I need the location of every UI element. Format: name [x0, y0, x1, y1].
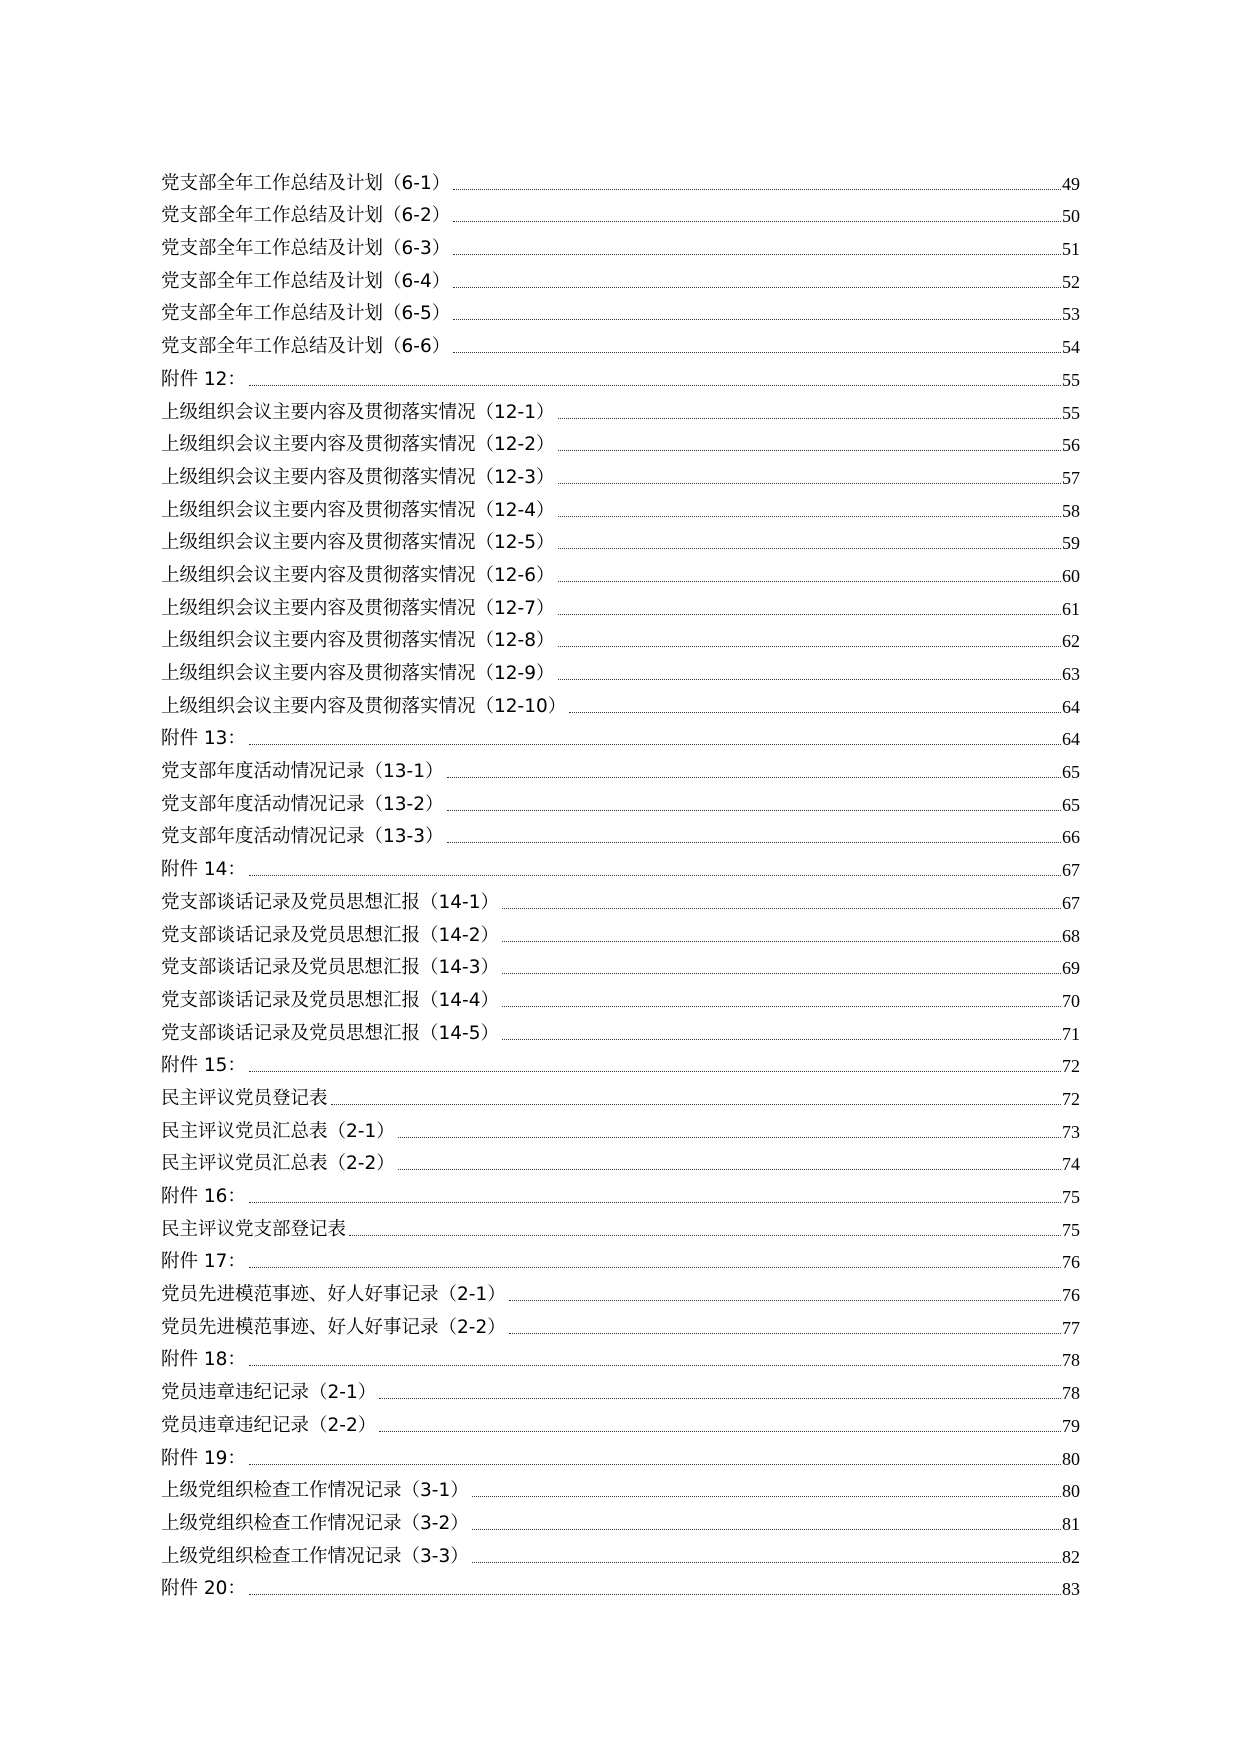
toc-entry[interactable] [161, 1177, 1080, 1210]
dot-leader [509, 1300, 1061, 1301]
toc-entry-title: 上级组织会议主要内容及贯彻落实情况（12-1） [161, 401, 555, 423]
toc-entry[interactable] [161, 1243, 1080, 1276]
dot-leader [472, 1496, 1061, 1497]
dot-leader [249, 1071, 1061, 1072]
toc-entry-page-number: 71 [1062, 1023, 1080, 1044]
toc-entry[interactable] [161, 687, 1080, 720]
toc-entry-page-number: 80 [1062, 1448, 1080, 1469]
dot-leader [249, 385, 1061, 386]
toc-entry-page-number: 54 [1062, 337, 1080, 358]
toc-entry-page-number: 80 [1062, 1481, 1080, 1502]
toc-entry-title: 党支部全年工作总结及计划（6-3） [161, 238, 451, 260]
dot-leader [502, 973, 1061, 974]
toc-entry-title: 上级组织会议主要内容及贯彻落实情况（12-4） [161, 499, 555, 521]
dot-leader [398, 1137, 1061, 1138]
toc-entry-title: 党支部年度活动情况记录（13-1） [161, 761, 444, 783]
dot-leader [453, 254, 1061, 255]
toc-entry-page-number: 61 [1062, 598, 1080, 619]
dot-leader [249, 1594, 1061, 1595]
dot-leader [249, 1202, 1061, 1203]
toc-entry-page-number: 50 [1062, 206, 1080, 227]
dot-leader [558, 679, 1062, 680]
dot-leader [558, 548, 1062, 549]
toc-entry-title: 党支部全年工作总结及计划（6-6） [161, 336, 451, 358]
toc-entry-title: 党员先进模范事迹、好人好事记录（2-2） [161, 1316, 506, 1338]
toc-entry-page-number: 66 [1062, 827, 1080, 848]
dot-leader [249, 875, 1061, 876]
toc-entry-page-number: 59 [1062, 533, 1080, 554]
toc-entry-title: 党支部谈话记录及党员思想汇报（14-5） [161, 1022, 499, 1044]
toc-entry-page-number: 78 [1062, 1383, 1080, 1404]
dot-leader [558, 581, 1062, 582]
toc-entry-title: 附件 16： [161, 1186, 246, 1207]
toc-entry[interactable] [161, 883, 1080, 916]
dot-leader [249, 1267, 1061, 1268]
toc-entry[interactable] [161, 1439, 1080, 1472]
toc-entry-title: 上级党组织检查工作情况记录（3-3） [161, 1545, 469, 1567]
toc-entry-page-number: 63 [1062, 664, 1080, 684]
dot-leader [379, 1431, 1061, 1432]
toc-entry-title: 党支部全年工作总结及计划（6-5） [161, 303, 451, 325]
toc-entry-title: 上级组织会议主要内容及贯彻落实情况（12-5） [161, 532, 555, 554]
toc-entry-title: 党支部年度活动情况记录（13-3） [161, 826, 444, 848]
toc-entry-title: 上级组织会议主要内容及贯彻落实情况（12-7） [161, 597, 555, 619]
toc-entry-title: 附件 19： [161, 1447, 246, 1469]
dot-leader [453, 189, 1061, 190]
toc-entry[interactable] [161, 360, 1080, 393]
toc-entry-title: 党员违章违纪记录（2-1） [161, 1382, 377, 1404]
toc-entry-page-number: 55 [1062, 402, 1080, 423]
toc-entry-title: 上级组织会议主要内容及贯彻落实情况（12-6） [161, 564, 555, 586]
toc-entry-page-number: 75 [1062, 1219, 1080, 1240]
dot-leader [447, 777, 1062, 778]
toc-entry-page-number: 62 [1062, 631, 1080, 652]
dot-leader [453, 352, 1061, 353]
toc-entry[interactable] [161, 1210, 1080, 1243]
dot-leader [472, 1562, 1061, 1563]
toc-entry[interactable] [161, 916, 1080, 949]
dot-leader [502, 941, 1061, 942]
toc-entry[interactable] [161, 1504, 1080, 1537]
toc-entry-page-number: 64 [1062, 729, 1080, 750]
toc-entry[interactable] [161, 197, 1080, 230]
toc-entry[interactable] [161, 1537, 1080, 1570]
toc-entry-page-number: 72 [1062, 1088, 1080, 1109]
toc-entry-title: 附件 18： [161, 1349, 246, 1371]
toc-entry-page-number: 76 [1062, 1285, 1080, 1306]
toc-entry-page-number: 75 [1062, 1187, 1080, 1207]
dot-leader [558, 646, 1062, 647]
toc-entry-page-number: 51 [1062, 239, 1080, 260]
toc-entry-title: 附件 12： [161, 368, 246, 390]
toc-entry-title: 党支部全年工作总结及计划（6-4） [161, 270, 451, 292]
dot-leader [249, 744, 1061, 745]
toc-entry[interactable] [161, 818, 1080, 851]
toc-entry-page-number: 83 [1062, 1579, 1080, 1600]
dot-leader [558, 418, 1062, 419]
toc-entry[interactable] [161, 785, 1080, 818]
toc-entry-page-number: 77 [1062, 1317, 1080, 1338]
toc-entry-page-number: 82 [1062, 1546, 1080, 1567]
toc-entry[interactable] [161, 1275, 1080, 1308]
toc-entry[interactable] [161, 327, 1080, 360]
dot-leader [453, 221, 1061, 222]
toc-entry[interactable] [161, 654, 1080, 687]
toc-entry-page-number: 79 [1062, 1415, 1080, 1436]
dot-leader [502, 1006, 1061, 1007]
toc-entry-page-number: 57 [1062, 467, 1080, 488]
toc-entry-title: 上级组织会议主要内容及贯彻落实情况（12-2） [161, 434, 555, 456]
toc-entry-title: 党支部全年工作总结及计划（6-2） [161, 205, 451, 227]
toc-entry-page-number: 65 [1062, 762, 1080, 783]
toc-entry[interactable] [161, 622, 1080, 655]
toc-entry-page-number: 70 [1062, 990, 1080, 1011]
dot-leader [379, 1398, 1061, 1399]
toc-entry[interactable] [161, 752, 1080, 785]
toc-entry-page-number: 56 [1062, 435, 1080, 456]
toc-entry[interactable] [161, 1112, 1080, 1145]
toc-entry-title: 党支部谈话记录及党员思想汇报（14-1） [161, 891, 499, 913]
toc-entry-title: 党支部全年工作总结及计划（6-1） [161, 172, 451, 194]
dot-leader [249, 1464, 1061, 1465]
toc-entry-page-number: 69 [1062, 958, 1080, 979]
dot-leader [509, 1333, 1061, 1334]
toc-entry-title: 附件 15： [161, 1055, 246, 1077]
dot-leader [447, 810, 1062, 811]
toc-entry-title: 附件 20： [161, 1578, 246, 1600]
dot-leader [447, 842, 1062, 843]
toc-entry-page-number: 68 [1062, 925, 1080, 946]
toc-entry[interactable] [161, 262, 1080, 295]
toc-entry-page-number: 53 [1062, 304, 1080, 325]
dot-leader [558, 516, 1062, 517]
toc-entry[interactable] [161, 295, 1080, 328]
dot-leader [558, 450, 1062, 451]
toc-entry-title: 党支部谈话记录及党员思想汇报（14-4） [161, 989, 499, 1011]
toc-entry-title: 民主评议党员汇总表（2-1） [161, 1120, 395, 1142]
toc-entry-title: 上级组织会议主要内容及贯彻落实情况（12-3） [161, 466, 555, 488]
dot-leader [502, 908, 1061, 909]
toc-entry[interactable] [161, 1472, 1080, 1505]
table-of-contents [161, 164, 1080, 1602]
dot-leader [472, 1529, 1061, 1530]
dot-leader [349, 1235, 1061, 1236]
toc-entry[interactable] [161, 426, 1080, 459]
toc-entry-page-number: 52 [1062, 271, 1080, 292]
toc-entry-title: 附件 14： [161, 859, 246, 881]
dot-leader [331, 1104, 1061, 1105]
toc-entry-page-number: 58 [1062, 500, 1080, 521]
toc-entry[interactable] [161, 1373, 1080, 1406]
toc-entry[interactable] [161, 393, 1080, 426]
toc-entry[interactable] [161, 589, 1080, 622]
dot-leader [558, 614, 1062, 615]
toc-entry-title: 党支部谈话记录及党员思想汇报（14-2） [161, 924, 499, 946]
toc-entry-page-number: 74 [1062, 1154, 1080, 1175]
toc-entry[interactable] [161, 981, 1080, 1014]
dot-leader [249, 1365, 1061, 1366]
toc-entry[interactable] [161, 458, 1080, 491]
toc-entry-page-number: 67 [1062, 860, 1080, 881]
toc-entry[interactable] [161, 491, 1080, 524]
toc-entry-title: 上级党组织检查工作情况记录（3-1） [161, 1480, 469, 1502]
toc-entry[interactable] [161, 949, 1080, 982]
toc-entry[interactable] [161, 720, 1080, 753]
toc-entry[interactable] [161, 1308, 1080, 1341]
toc-entry-page-number: 60 [1062, 565, 1080, 586]
toc-entry-title: 附件 17： [161, 1251, 246, 1273]
toc-entry-title: 党员违章违纪记录（2-2） [161, 1414, 377, 1436]
toc-entry-page-number: 76 [1062, 1252, 1080, 1273]
toc-entry-title: 党支部谈话记录及党员思想汇报（14-3） [161, 957, 499, 979]
toc-entry-title: 附件 13： [161, 728, 246, 750]
dot-leader [453, 319, 1061, 320]
toc-entry-title: 民主评议党员汇总表（2-2） [161, 1153, 395, 1175]
dot-leader [453, 287, 1061, 288]
toc-entry-page-number: 78 [1062, 1350, 1080, 1371]
toc-entry[interactable] [161, 164, 1080, 197]
toc-entry[interactable] [161, 1570, 1080, 1603]
dot-leader [558, 483, 1062, 484]
toc-entry[interactable] [161, 1014, 1080, 1047]
toc-entry-title: 上级党组织检查工作情况记录（3-2） [161, 1512, 469, 1534]
toc-entry-title: 上级组织会议主要内容及贯彻落实情况（12-10） [161, 695, 567, 717]
toc-entry-page-number: 72 [1062, 1056, 1080, 1077]
dot-leader [502, 1039, 1061, 1040]
toc-entry-title: 党员先进模范事迹、好人好事记录（2-1） [161, 1284, 506, 1306]
toc-entry-page-number: 73 [1062, 1121, 1080, 1142]
toc-entry[interactable] [161, 556, 1080, 589]
toc-entry[interactable] [161, 229, 1080, 262]
toc-entry-title: 民主评议党支部登记表 [161, 1218, 347, 1240]
toc-entry[interactable] [161, 1406, 1080, 1439]
dot-leader [569, 712, 1061, 713]
toc-entry-page-number: 64 [1062, 696, 1080, 717]
toc-entry-page-number: 67 [1062, 892, 1080, 913]
toc-entry-title: 民主评议党员登记表 [161, 1087, 328, 1109]
toc-entry-page-number: 65 [1062, 794, 1080, 815]
toc-entry[interactable] [161, 1341, 1080, 1374]
toc-entry[interactable] [161, 1079, 1080, 1112]
toc-entry-title: 党支部年度活动情况记录（13-2） [161, 793, 444, 815]
toc-entry[interactable] [161, 1047, 1080, 1080]
toc-entry-title: 上级组织会议主要内容及贯彻落实情况（12-8） [161, 630, 555, 652]
toc-entry[interactable] [161, 524, 1080, 557]
toc-entry-page-number: 55 [1062, 369, 1080, 390]
toc-entry-page-number: 49 [1062, 173, 1080, 194]
toc-entry[interactable] [161, 850, 1080, 883]
dot-leader [398, 1169, 1061, 1170]
toc-entry-page-number: 81 [1062, 1513, 1080, 1534]
toc-entry[interactable] [161, 1145, 1080, 1178]
toc-entry-title: 上级组织会议主要内容及贯彻落实情况（12-9） [161, 663, 555, 684]
